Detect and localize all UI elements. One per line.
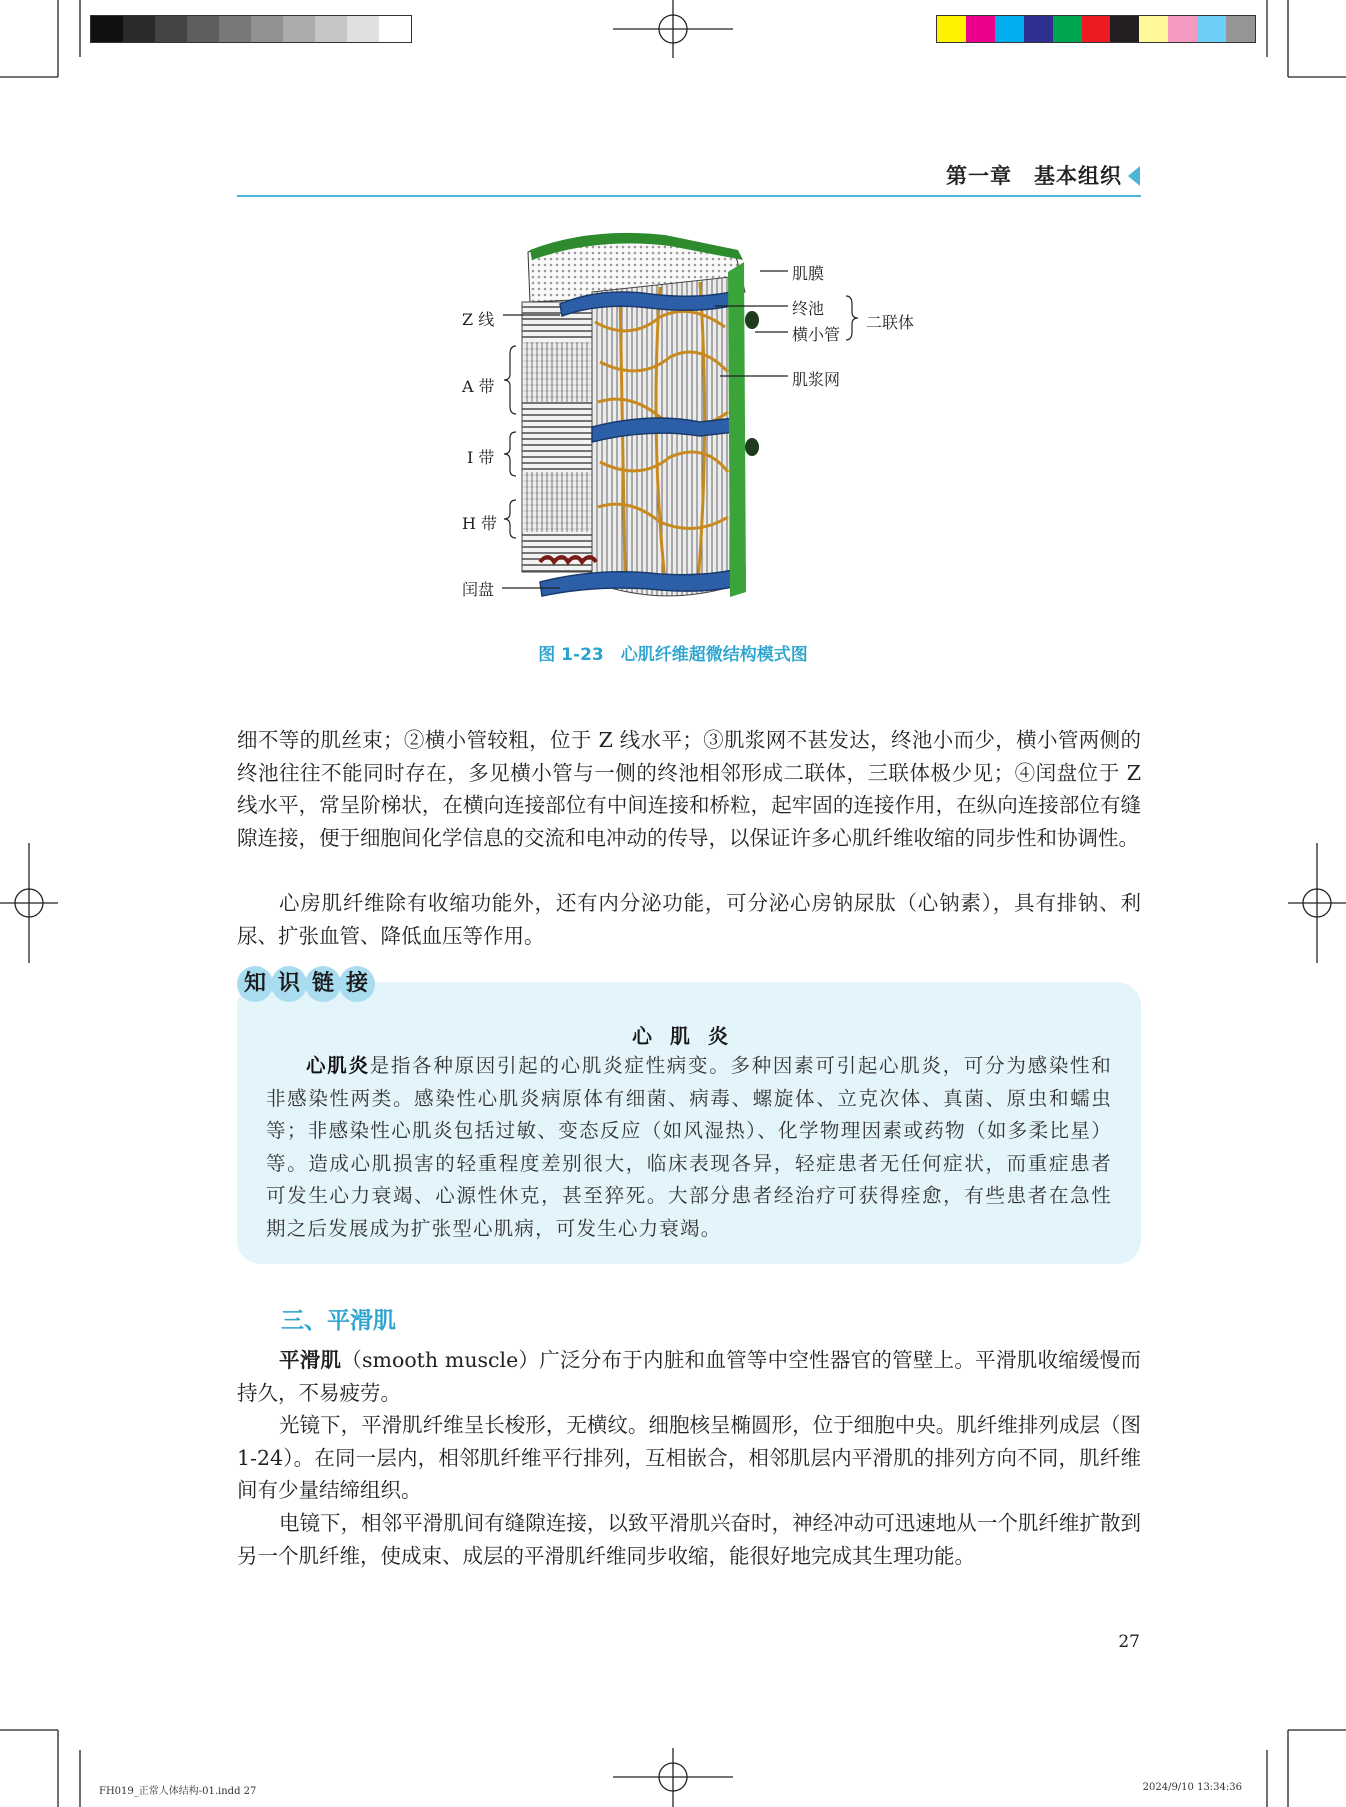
body-paragraph-1: 细不等的肌丝束；②横小管较粗，位于 Z 线水平；③肌浆网不甚发达，终池小而少，横小管两侧的终池往往不能同时存在，多见横小管与一侧的终池相邻形成二联体，三联体极少见；④闰盘位于 Z 线水平，常呈阶梯状，在横向连接部位有中间连接和桥粒，起牢固的连接作用，在纵向连接部位有缝隙连接，便于细胞间化学信息的交流和电冲动的传导，以保证许多心肌纤维收缩的同步性和协调性。 (237, 728, 1141, 850)
page-number: 27 (1118, 1632, 1140, 1652)
label-sarcolemma: 肌膜 (792, 264, 825, 283)
section-paragraph-2: 光镜下，平滑肌纤维呈长梭形，无横纹。细胞核呈椭圆形，位于细胞中央。肌纤维排列成层（图 1-24）。在同一层内，相邻肌纤维平行排列，互相嵌合，相邻肌层内平滑肌的排列方向不同，肌纤维间有少量结缔组织。 (237, 1413, 1141, 1502)
label-z-line: Z 线 (462, 310, 495, 329)
badge-char: 知 (237, 966, 273, 1002)
section-term: 平滑肌 (279, 1348, 342, 1372)
knowledge-body: 是指各种原因引起的心肌炎症性病变。多种因素可引起心肌炎，可分为感染性和非感染性两类。感染性心肌炎病原体有细菌、病毒、螺旋体、立克次体、真菌、原虫和蠕虫等；非感染性心肌炎包括过敏、变态反应（如风湿热）、化学物理因素或药物（如多柔比星）等。造成心肌损害的轻重程度差别很大，临床表现各异，轻症患者无任何症状，而重症患者可发生心力衰竭、心源性休克，甚至猝死。大部分患者经治疗可获得痊愈，有些患者在急性期之后发展成为扩张型心肌病，可发生心力衰竭。 (266, 1054, 1112, 1240)
slug-file-info: FH019_正常人体结构-01.indd 27 (99, 1786, 257, 1797)
label-a-band: A 带 (462, 377, 495, 396)
label-h-band: H 带 (462, 514, 498, 533)
section-p1-text: （smooth muscle）广泛分布于内脏和血管等中空性器官的管壁上。平滑肌收缩缓慢而持久，不易疲劳。 (237, 1348, 1141, 1405)
slug-timestamp: 2024/9/10 13:34:36 (1142, 1782, 1242, 1793)
section-paragraph-3: 电镜下，相邻平滑肌间有缝隙连接，以致平滑肌兴奋时，神经冲动可迅速地从一个肌纤维扩散到另一个肌纤维，使成束、成层的平滑肌纤维同步收缩，能很好地完成其生理功能。 (237, 1511, 1141, 1568)
badge-char: 识 (271, 966, 307, 1002)
figure-caption: 图 1-23 心肌纤维超微结构模式图 (538, 645, 808, 665)
label-sarcoplasmic-reticulum: 肌浆网 (792, 370, 841, 389)
knowledge-title: 心肌炎 (632, 1024, 746, 1048)
figure-leader-lines (0, 0, 1346, 700)
section-paragraph-1 (237, 1344, 1141, 1409)
label-i-band: I 带 (467, 448, 495, 467)
knowledge-link-badge (237, 966, 373, 1002)
label-intercalated-disc: 闰盘 (462, 580, 495, 599)
badge-char: 接 (339, 966, 375, 1002)
label-diad: 二联体 (866, 313, 915, 332)
knowledge-text (266, 1050, 1112, 1245)
running-head: 第一章 基本组织 (946, 160, 1140, 190)
knowledge-term: 心肌炎 (306, 1054, 370, 1077)
label-t-tubule: 横小管 (792, 325, 841, 344)
label-terminal-cisterna: 终池 (792, 299, 825, 318)
badge-char: 链 (305, 966, 341, 1002)
body-paragraph-2: 心房肌纤维除有收缩功能外，还有内分泌功能，可分泌心房钠尿肽（心钠素），具有排钠、利尿、扩张血管、降低血压等作用。 (237, 891, 1141, 948)
section-heading: 三、平滑肌 (281, 1308, 396, 1334)
